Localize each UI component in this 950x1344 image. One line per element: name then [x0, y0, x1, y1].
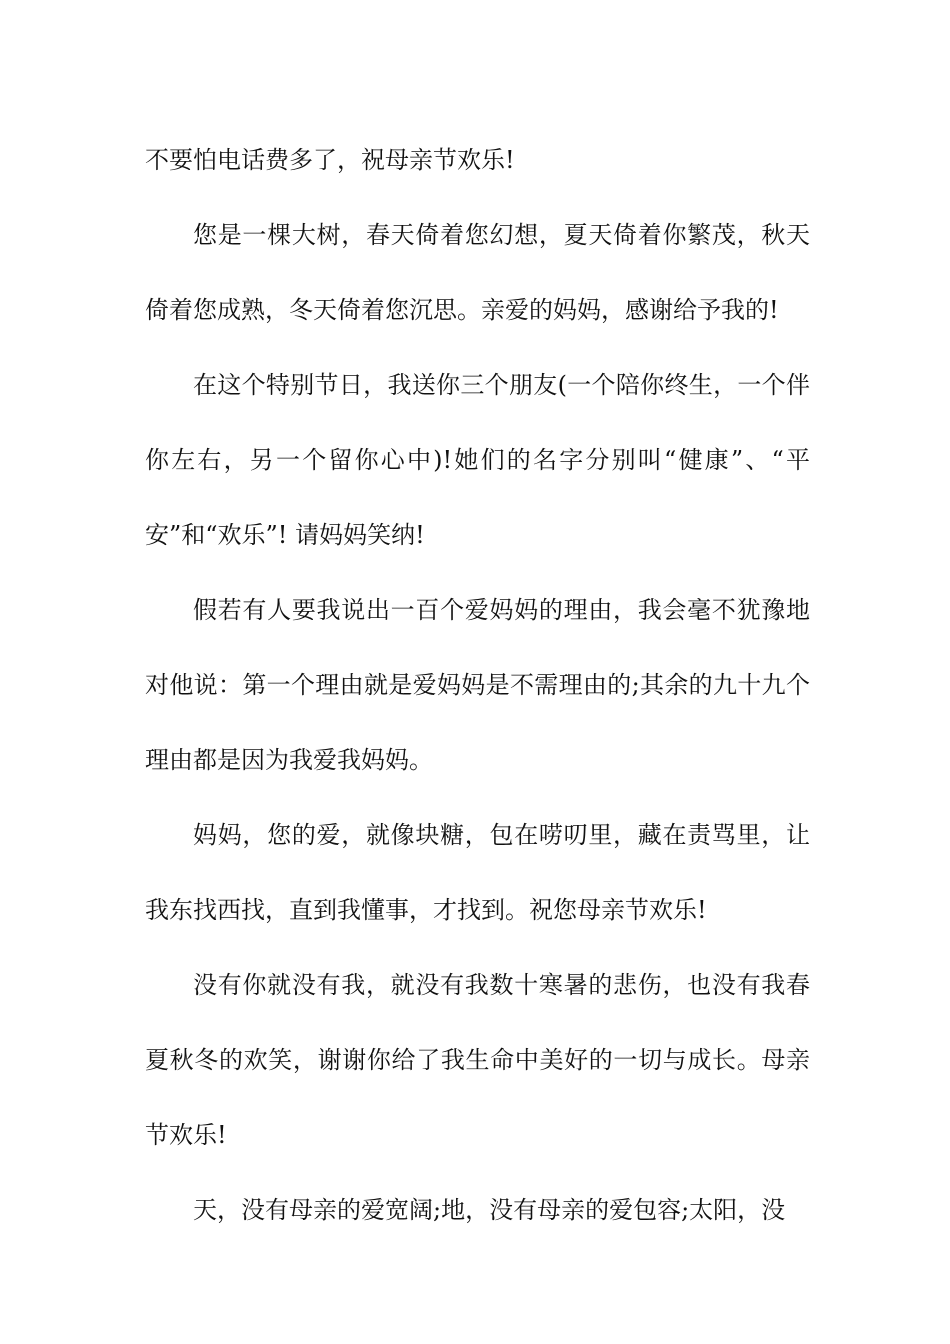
- paragraph-7: 天，没有母亲的爱宽阔;地，没有母亲的爱包容;太阳，没: [193, 1196, 786, 1224]
- paragraph-2: 您是一棵大树，春天倚着您幻想，夏天倚着你繁茂，秋天倚着您成熟，冬天倚着您沉思。亲爱的妈妈，感谢给予我的!: [145, 221, 810, 324]
- paragraph-6: 没有你就没有我，就没有我数十寒暑的悲伤，也没有我春夏秋冬的欢笑，谢谢你给了我生命中美好的一切与成长。母亲节欢乐!: [145, 971, 810, 1149]
- paragraph-5: 妈妈，您的爱，就像块糖，包在唠叨里，藏在责骂里，让我东找西找，直到我懂事，才找到。祝您母亲节欢乐!: [145, 821, 810, 924]
- paragraph-1: 不要怕电话费多了，祝母亲节欢乐!: [145, 146, 515, 174]
- paragraph-3: 在这个特别节日，我送你三个朋友(一个陪你终生，一个伴你左右，另一个留你心中)!她们的名字分别叫“健康”、“平安”和“欢乐”! 请妈妈笑纳!: [145, 371, 810, 549]
- paragraph-4: 假若有人要我说出一百个爱妈妈的理由，我会毫不犹豫地对他说：第一个理由就是爱妈妈是不需理由的;其余的九十九个理由都是因为我爱我妈妈。: [145, 596, 810, 774]
- document-body: [145, 123, 810, 1248]
